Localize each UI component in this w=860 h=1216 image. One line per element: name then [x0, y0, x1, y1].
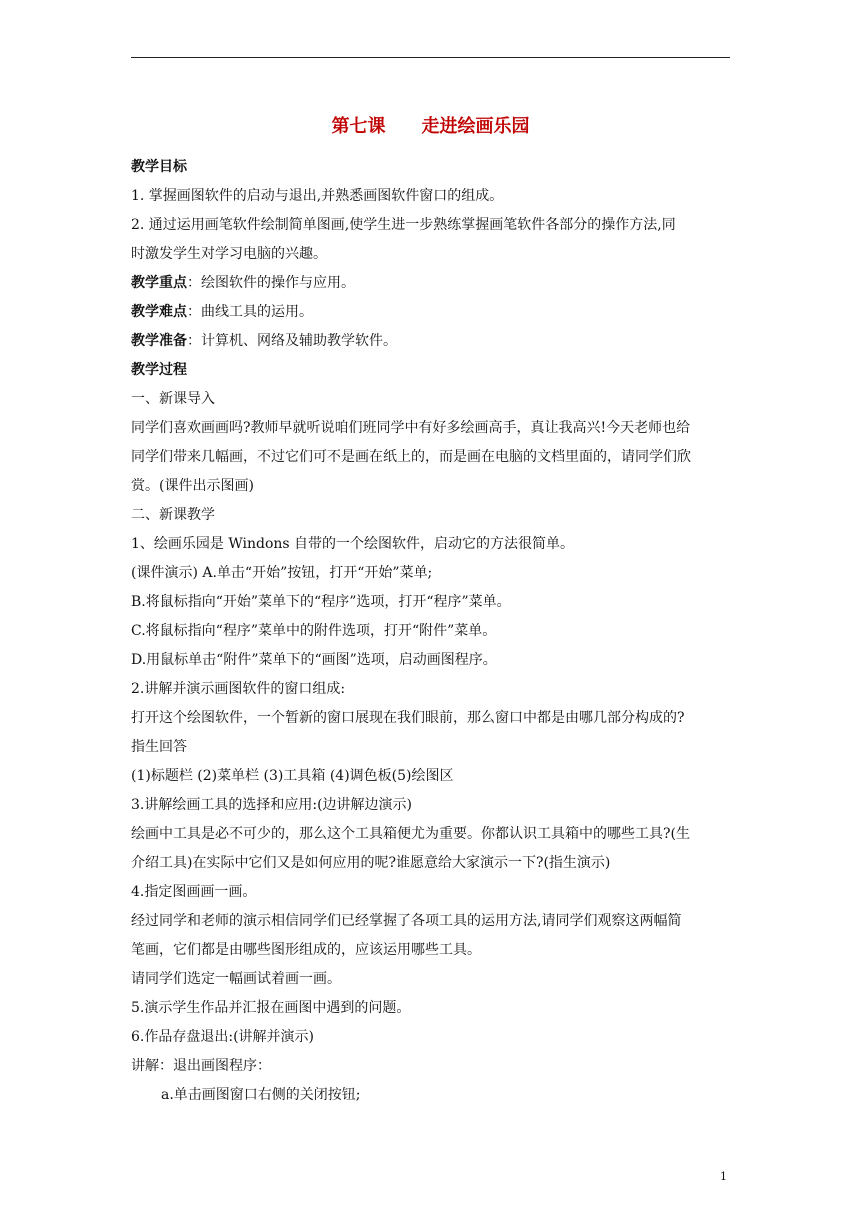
section-2-line-8: 指生回答	[131, 739, 187, 755]
goal-item-2-line-2: 时激发学生对学习电脑的兴趣。	[131, 246, 327, 262]
section-2-line-20: a.单击画图窗口右侧的关闭按钮;	[161, 1087, 361, 1103]
page-number: 1	[720, 1170, 727, 1183]
goal-item-2-line-1: 2. 通过运用画笔软件绘制简单图画,使学生进一步熟练掌握画笔软件各部分的操作方法,同	[131, 217, 676, 233]
difficulty-label: 教学难点	[131, 304, 187, 320]
section-2-line-12: 介绍工具)在实际中它们又是如何应用的呢?谁愿意给大家演示一下?(指生演示)	[131, 855, 611, 871]
section-2-line-1: 1、绘画乐园是 Windons 自带的一个绘图软件，启动它的方法很简单。	[131, 536, 575, 552]
section-2-line-9: (1)标题栏 (2)菜单栏 (3)工具箱 (4)调色板(5)绘图区	[131, 768, 454, 784]
teaching-goals-heading: 教学目标	[131, 159, 187, 175]
section-2-line-11: 绘画中工具是必不可少的，那么这个工具箱便尤为重要。你都认识工具箱中的哪些工具?(生	[131, 826, 690, 842]
document-body	[131, 153, 733, 1110]
section-2-line-15: 笔画，它们都是由哪些图形组成的，应该运用哪些工具。	[131, 942, 481, 958]
lesson-title: 第七课 走进绘画乐园	[331, 116, 530, 137]
section-2-line-14: 经过同学和老师的演示相信同学们已经掌握了各项工具的运用方法,请同学们观察这两幅简	[131, 913, 682, 929]
preparation	[131, 327, 733, 356]
section-2-line-10: 3.讲解绘画工具的选择和应用:(边讲解边演示)	[131, 797, 412, 813]
section-2-line-3: B.将鼠标指向“开始”菜单下的“程序”选项，打开“程序”菜单。	[131, 594, 511, 610]
goal-item-1: 1. 掌握画图软件的启动与退出,并熟悉画图软件窗口的组成。	[131, 188, 504, 204]
section-2-line-13: 4.指定图画画一画。	[131, 884, 257, 900]
section-2-line-16: 请同学们选定一幅画试着画一画。	[131, 971, 341, 987]
section-2-line-4: C.将鼠标指向“程序”菜单中的附件选项，打开“附件”菜单。	[131, 623, 497, 639]
section-1-paragraph-line-3: 赏。(课件出示图画)	[131, 478, 254, 494]
section-2-title: 二、新课教学	[131, 507, 215, 523]
preparation-label: 教学准备	[131, 333, 187, 349]
difficulty-text: ：曲线工具的运用。	[187, 304, 313, 320]
section-1-paragraph-line-1: 同学们喜欢画画吗?教师早就听说咱们班同学中有好多绘画高手，真让我高兴!今天老师也给	[131, 420, 691, 436]
difficulty	[131, 298, 733, 327]
header-rule	[131, 57, 730, 58]
key-point-label: 教学重点	[131, 275, 187, 291]
preparation-text: ：计算机、网络及辅助教学软件。	[187, 333, 397, 349]
section-2-line-18: 6.作品存盘退出:(讲解并演示)	[131, 1029, 314, 1045]
teaching-process-heading: 教学过程	[131, 362, 187, 378]
section-1-paragraph-line-2: 同学们带来几幅画，不过它们可不是画在纸上的，而是画在电脑的文档里面的，请同学们欣	[131, 449, 691, 465]
key-point	[131, 269, 733, 298]
section-2-line-7: 打开这个绘图软件，一个暂新的窗口展现在我们眼前，那么窗口中都是由哪几部分构成的?	[131, 710, 685, 726]
key-point-text: ：绘图软件的操作与应用。	[187, 275, 355, 291]
section-1-title: 一、新课导入	[131, 391, 215, 407]
section-2-line-17: 5.演示学生作品并汇报在画图中遇到的问题。	[131, 1000, 411, 1016]
section-2-line-5: D.用鼠标单击“附件”菜单下的“画图”选项，启动画图程序。	[131, 652, 497, 668]
section-2-line-19: 讲解：退出画图程序：	[131, 1058, 271, 1074]
section-2-line-6: 2.讲解并演示画图软件的窗口组成:	[131, 681, 346, 697]
section-2-line-2: (课件演示) A.单击“开始”按钮，打开“开始”菜单;	[131, 565, 433, 581]
